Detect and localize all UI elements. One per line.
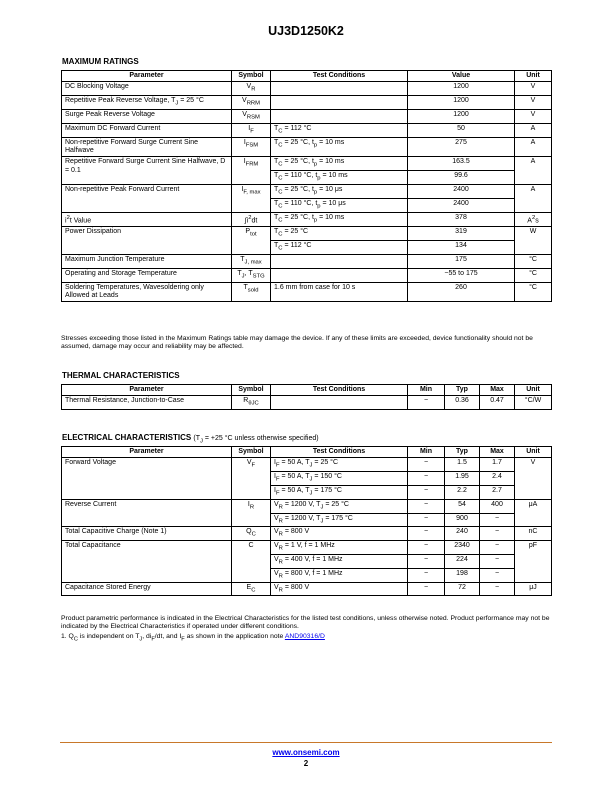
cond-cell: $T_C = 112$ °C	[271, 123, 408, 137]
cond-cell: $V_R = 1200$ V, $T_J = 25$ °C	[271, 499, 408, 513]
header-row	[62, 385, 552, 396]
typ-cell: 2340	[445, 541, 480, 555]
col-unit: Unit	[515, 385, 552, 396]
value-cell: 163.5	[408, 157, 515, 171]
param-cell: Power Dissipation	[62, 227, 232, 255]
document-title: UJ3D1250K2	[268, 24, 344, 38]
symbol-cell: $P_{tot}$	[232, 227, 271, 255]
electrical-note: Product parametric performance is indicated in the Electrical Characteristics for the listed test conditions, unless otherwise noted. Product performance may not be indicated by the Electrical Characteristics if operated under different conditions.	[61, 615, 550, 631]
table-row	[62, 157, 552, 171]
param-cell: Thermal Resistance, Junction-to-Case	[62, 396, 232, 410]
typ-cell: 1.5	[445, 458, 480, 472]
cond-cell	[271, 110, 408, 124]
cond-cell	[271, 254, 408, 268]
param-cell: Repetitive Peak Reverse Voltage, $T_J = 25$ °C	[62, 96, 232, 110]
unit-cell: A	[515, 185, 552, 213]
col-min: Min	[408, 385, 445, 396]
symbol-cell: $E_C$	[232, 582, 271, 596]
cond-cell: $T_C = 25$ °C, $t_p = 10$ μs	[271, 185, 408, 199]
table-row	[62, 396, 552, 410]
max-cell: 400	[480, 499, 515, 513]
unit-cell: V	[515, 82, 552, 96]
cond-cell: $V_R = 800$ V	[271, 582, 408, 596]
value-cell: −55 to 175	[408, 268, 515, 282]
col-parameter: Parameter	[62, 385, 232, 396]
symbol-cell: $V_{RSM}$	[232, 110, 271, 124]
cond-cell: $T_C = 25$ °C, $t_p = 10$ ms	[271, 137, 408, 157]
unit-cell: $A^2s$	[515, 212, 552, 227]
col-min: Min	[408, 447, 445, 458]
footer-website-link[interactable]: www.onsemi.com	[272, 748, 340, 757]
symbol-cell: $I_R$	[232, 499, 271, 527]
col-symbol: Symbol	[232, 385, 271, 396]
unit-cell: V	[515, 96, 552, 110]
max-cell: 2.7	[480, 486, 515, 500]
cond-cell: $I_F = 50$ A, $T_J = 150$ °C	[271, 472, 408, 486]
unit-cell: μA	[515, 499, 552, 527]
unit-cell: V	[515, 458, 552, 499]
table-row	[62, 137, 552, 157]
table-row	[62, 227, 552, 241]
min-cell: −	[408, 472, 445, 486]
param-cell: $i^2t$ Value	[62, 212, 232, 227]
electrical-title: ELECTRICAL CHARACTERISTICS ($T_J = +25$ °C unless otherwise specified)	[62, 433, 319, 445]
cond-cell: $T_C = 25$ °C, $t_p = 10$ ms	[271, 157, 408, 171]
min-cell: −	[408, 499, 445, 513]
table-row	[62, 96, 552, 110]
min-cell: −	[408, 554, 445, 568]
cond-cell: $V_R = 400$ V, f = 1 MHz	[271, 554, 408, 568]
typ-cell: 54	[445, 499, 480, 513]
cond-cell: $I_F = 50$ A, $T_J = 175$ °C	[271, 486, 408, 500]
footer-divider	[60, 742, 552, 743]
param-cell: DC Blocking Voltage	[62, 82, 232, 96]
value-cell: 260	[408, 282, 515, 302]
unit-cell: A	[515, 123, 552, 137]
unit-cell: V	[515, 110, 552, 124]
symbol-cell: $V_{RRM}$	[232, 96, 271, 110]
min-cell: −	[408, 527, 445, 541]
cond-cell	[271, 96, 408, 110]
col-max: Max	[480, 447, 515, 458]
symbol-cell: $V_F$	[232, 458, 271, 499]
unit-cell: °C	[515, 254, 552, 268]
cond-cell: $T_C = 110$ °C, $t_p = 10$ μs	[271, 198, 408, 212]
footnote-1: 1. $Q_C$ is independent on $T_J$, $di_F/dt$, and $I_F$ as shown in the application note AND90316/D	[61, 633, 325, 643]
value-cell: 1200	[408, 96, 515, 110]
cond-cell	[271, 268, 408, 282]
typ-cell: 900	[445, 513, 480, 527]
header-row	[62, 447, 552, 458]
symbol-cell: $T_{sold}$	[232, 282, 271, 302]
table-row	[62, 458, 552, 472]
param-cell: Repetitive Forward Surge Current Sine Halfwave, D = 0.1	[62, 157, 232, 185]
table-row	[62, 212, 552, 227]
param-cell: Non-repetitive Forward Surge Current Sine Halfwave	[62, 137, 232, 157]
cond-cell: $I_F = 50$ A, $T_J = 25$ °C	[271, 458, 408, 472]
symbol-cell: $T_{J, max}$	[232, 254, 271, 268]
value-cell: 134	[408, 241, 515, 255]
table-row	[62, 499, 552, 513]
param-cell: Operating and Storage Temperature	[62, 268, 232, 282]
param-cell: Soldering Temperatures, Wavesoldering only Allowed at Leads	[62, 282, 232, 302]
cond-cell	[271, 82, 408, 96]
symbol-cell: $Q_C$	[232, 527, 271, 541]
thermal-table	[61, 384, 552, 410]
min-cell: −	[408, 396, 445, 410]
min-cell: −	[408, 541, 445, 555]
param-cell: Capacitance Stored Energy	[62, 582, 232, 596]
symbol-cell: $I_{FSM}$	[232, 137, 271, 157]
table-row	[62, 282, 552, 302]
symbol-cell: $I_{F, max}$	[232, 185, 271, 213]
max-cell: −	[480, 582, 515, 596]
param-cell: Maximum Junction Temperature	[62, 254, 232, 268]
cond-cell: $V_R = 800$ V	[271, 527, 408, 541]
unit-cell: nC	[515, 527, 552, 541]
col-parameter: Parameter	[62, 71, 232, 82]
thermal-title: THERMAL CHARACTERISTICS	[62, 371, 180, 380]
symbol-cell: $V_R$	[232, 82, 271, 96]
unit-cell: pF	[515, 541, 552, 582]
table-row	[62, 541, 552, 555]
cond-cell: $T_C = 25$ °C	[271, 227, 408, 241]
unit-cell: °C	[515, 282, 552, 302]
param-cell: Total Capacitance	[62, 541, 232, 582]
value-cell: 1200	[408, 82, 515, 96]
symbol-cell: $I_F$	[232, 123, 271, 137]
typ-cell: 1.95	[445, 472, 480, 486]
cond-cell: $V_R = 1$ V, f = 1 MHz	[271, 541, 408, 555]
typ-cell: 224	[445, 554, 480, 568]
value-cell: 378	[408, 212, 515, 227]
col-parameter: Parameter	[62, 447, 232, 458]
max-cell: −	[480, 513, 515, 527]
max-cell: 2.4	[480, 472, 515, 486]
cond-cell: 1.6 mm from case for 10 s	[271, 282, 408, 302]
value-cell: 2400	[408, 185, 515, 199]
value-cell: 1200	[408, 110, 515, 124]
unit-cell: μJ	[515, 582, 552, 596]
max-ratings-title: MAXIMUM RATINGS	[62, 57, 139, 66]
cond-cell: $T_C = 25$ °C, $t_p = 10$ ms	[271, 212, 408, 227]
cond-cell	[271, 396, 408, 410]
value-cell: 319	[408, 227, 515, 241]
typ-cell: 72	[445, 582, 480, 596]
max-cell: 1.7	[480, 458, 515, 472]
value-cell: 2400	[408, 198, 515, 212]
table-row	[62, 123, 552, 137]
col-unit: Unit	[515, 447, 552, 458]
unit-cell: °C/W	[515, 396, 552, 410]
max-ratings-note: Stresses exceeding those listed in the Maximum Ratings table may damage the device. If any of these limits are exceeded, device functionality should not be assumed, damage may occur and reliability may be affected.	[61, 335, 533, 351]
unit-cell: A	[515, 157, 552, 185]
unit-cell: A	[515, 137, 552, 157]
max-cell: 0.47	[480, 396, 515, 410]
typ-cell: 198	[445, 568, 480, 582]
min-cell: −	[408, 582, 445, 596]
max-cell: −	[480, 541, 515, 555]
symbol-cell: $I_{FRM}$	[232, 157, 271, 185]
symbol-cell: C	[232, 541, 271, 582]
symbol-cell: $R_{\theta JC}$	[232, 396, 271, 410]
param-cell: Non-repetitive Peak Forward Current	[62, 185, 232, 213]
value-cell: 175	[408, 254, 515, 268]
param-cell: Maximum DC Forward Current	[62, 123, 232, 137]
page-number: 2	[303, 759, 309, 768]
value-cell: 275	[408, 137, 515, 157]
cond-cell: $T_C = 112$ °C	[271, 241, 408, 255]
max-cell: −	[480, 554, 515, 568]
min-cell: −	[408, 486, 445, 500]
min-cell: −	[408, 568, 445, 582]
param-cell: Reverse Current	[62, 499, 232, 527]
col-max: Max	[480, 385, 515, 396]
max-ratings-table	[61, 70, 552, 302]
table-row	[62, 82, 552, 96]
value-cell: 50	[408, 123, 515, 137]
value-cell: 99.6	[408, 171, 515, 185]
col-test-conditions: Test Conditions	[271, 447, 408, 458]
col-symbol: Symbol	[232, 447, 271, 458]
col-typ: Typ	[445, 447, 480, 458]
typ-cell: 240	[445, 527, 480, 541]
param-cell: Total Capacitive Charge (Note 1)	[62, 527, 232, 541]
table-row	[62, 185, 552, 199]
min-cell: −	[408, 458, 445, 472]
typ-cell: 0.36	[445, 396, 480, 410]
unit-cell: W	[515, 227, 552, 255]
table-row	[62, 110, 552, 124]
table-row	[62, 254, 552, 268]
app-note-link[interactable]: AND90316/D	[284, 633, 325, 640]
max-cell: −	[480, 527, 515, 541]
cond-cell: $T_C = 110$ °C, $t_p = 10$ ms	[271, 171, 408, 185]
table-row	[62, 527, 552, 541]
param-cell: Forward Voltage	[62, 458, 232, 499]
cond-cell: $V_R = 1200$ V, $T_J = 175$ °C	[271, 513, 408, 527]
header-row	[62, 71, 552, 82]
max-cell: −	[480, 568, 515, 582]
min-cell: −	[408, 513, 445, 527]
typ-cell: 2.2	[445, 486, 480, 500]
table-row	[62, 268, 552, 282]
table-row	[62, 582, 552, 596]
col-symbol: Symbol	[232, 71, 271, 82]
col-value: Value	[408, 71, 515, 82]
symbol-cell: $T_J$, $T_{STG}$	[232, 268, 271, 282]
symbol-cell: $\int i^2dt$	[232, 212, 271, 227]
col-test-conditions: Test Conditions	[271, 71, 408, 82]
unit-cell: °C	[515, 268, 552, 282]
electrical-table	[61, 446, 552, 596]
col-unit: Unit	[515, 71, 552, 82]
col-test-conditions: Test Conditions	[271, 385, 408, 396]
cond-cell: $V_R = 800$ V, f = 1 MHz	[271, 568, 408, 582]
col-typ: Typ	[445, 385, 480, 396]
param-cell: Surge Peak Reverse Voltage	[62, 110, 232, 124]
